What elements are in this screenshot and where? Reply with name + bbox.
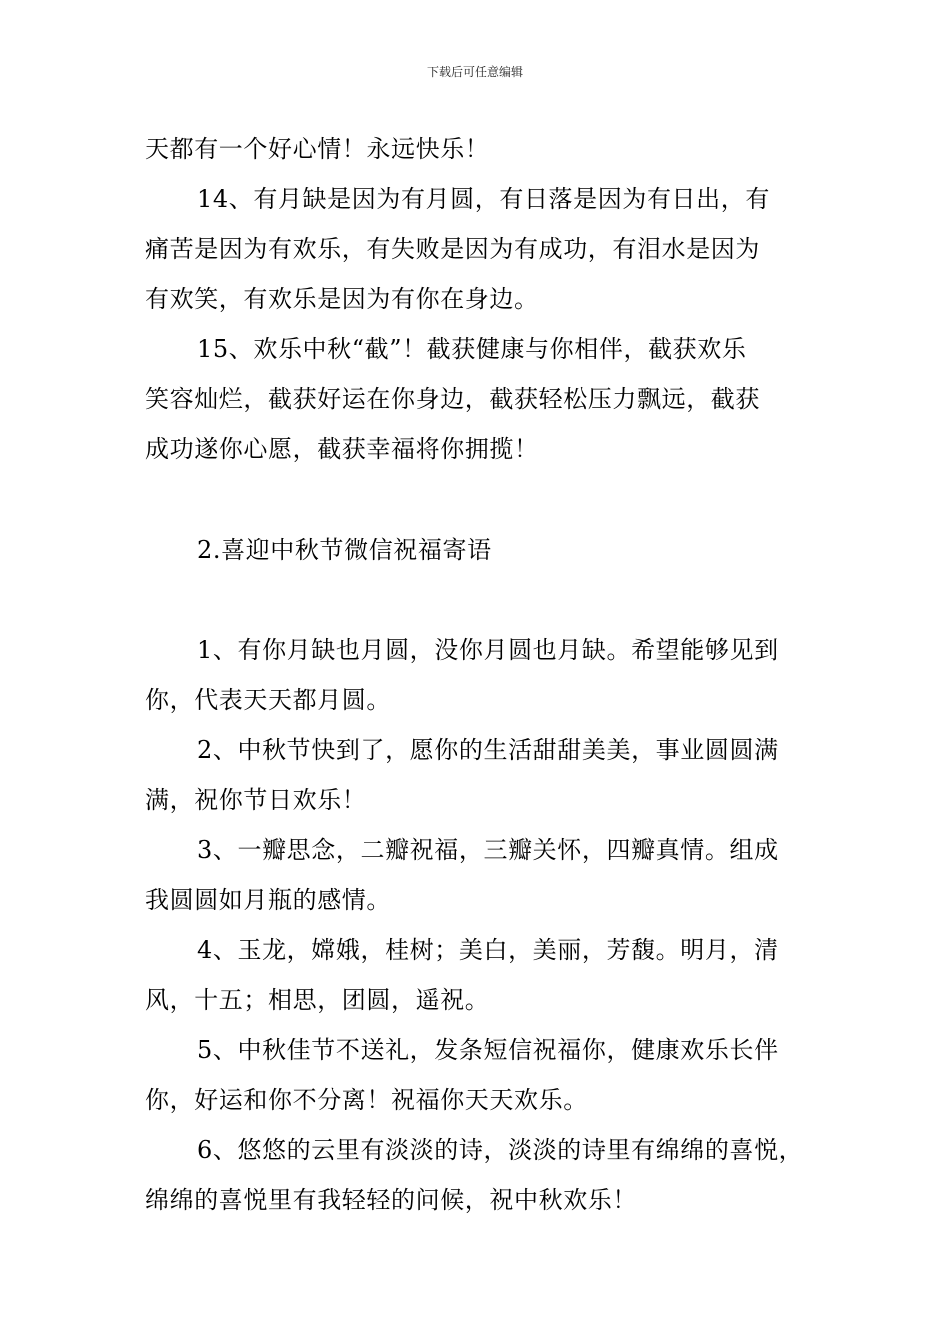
paragraph-item-5 [145, 1025, 835, 1125]
paragraph-item-14 [145, 174, 835, 324]
spacer [145, 575, 835, 625]
text-line: 满，祝你节日欢乐！ [145, 786, 367, 814]
text-line: 成功遂你心愿，截获幸福将你拥揽！ [145, 435, 539, 463]
text-line: 风，十五；相思，团圆，遥祝。 [145, 986, 490, 1014]
paragraph-item-15 [145, 324, 835, 474]
text-line: 我圆圆如月瓶的感情。 [145, 886, 391, 914]
text-line: 15、欢乐中秋“截”！截获健康与你相伴，截获欢乐 [197, 335, 747, 363]
text-line: 2、中秋节快到了，愿你的生活甜甜美美，事业圆圆满 [197, 736, 779, 764]
paragraph-item-3 [145, 825, 835, 925]
page-header: 下载后可任意编辑 [426, 65, 523, 79]
text-line: 有欢笑，有欢乐是因为有你在身边。 [145, 285, 539, 313]
text-line: 6、悠悠的云里有淡淡的诗，淡淡的诗里有绵绵的喜悦， [197, 1136, 804, 1164]
text-line: 你，代表天天都月圆。 [145, 686, 391, 714]
text-line: 痛苦是因为有欢乐，有失败是因为有成功，有泪水是因为 [145, 235, 760, 263]
paragraph-item-6 [145, 1125, 835, 1225]
text-line: 14、有月缺是因为有月圆，有日落是因为有日出，有 [197, 185, 770, 213]
section-heading: 2.喜迎中秋节微信祝福寄语 [197, 536, 492, 564]
spacer [145, 474, 835, 525]
text-line: 4、玉龙，嫦娥，桂树；美白，美丽，芳馥。明月，清 [197, 936, 779, 964]
text-line: 你，好运和你不分离！祝福你天天欢乐。 [145, 1086, 588, 1114]
text-line: 笑容灿烂，截获好运在你身边，截获轻松压力飘远，截获 [145, 385, 760, 413]
paragraph-item-4 [145, 925, 835, 1025]
text-line: 3、一瓣思念，二瓣祝福，三瓣关怀，四瓣真情。组成 [197, 836, 779, 864]
text-line: 天都有一个好心情！永远快乐！ [145, 135, 490, 163]
paragraph-item-1 [145, 625, 835, 725]
paragraph-item-2 [145, 725, 835, 825]
text-line: 绵绵的喜悦里有我轻轻的问候，祝中秋欢乐！ [145, 1186, 637, 1214]
paragraph-continuation [145, 124, 835, 174]
text-line: 1、有你月缺也月圆，没你月圆也月缺。希望能够见到 [197, 636, 779, 664]
document-body [145, 124, 835, 1225]
text-line: 5、中秋佳节不送礼，发条短信祝福你，健康欢乐长伴 [197, 1036, 779, 1064]
